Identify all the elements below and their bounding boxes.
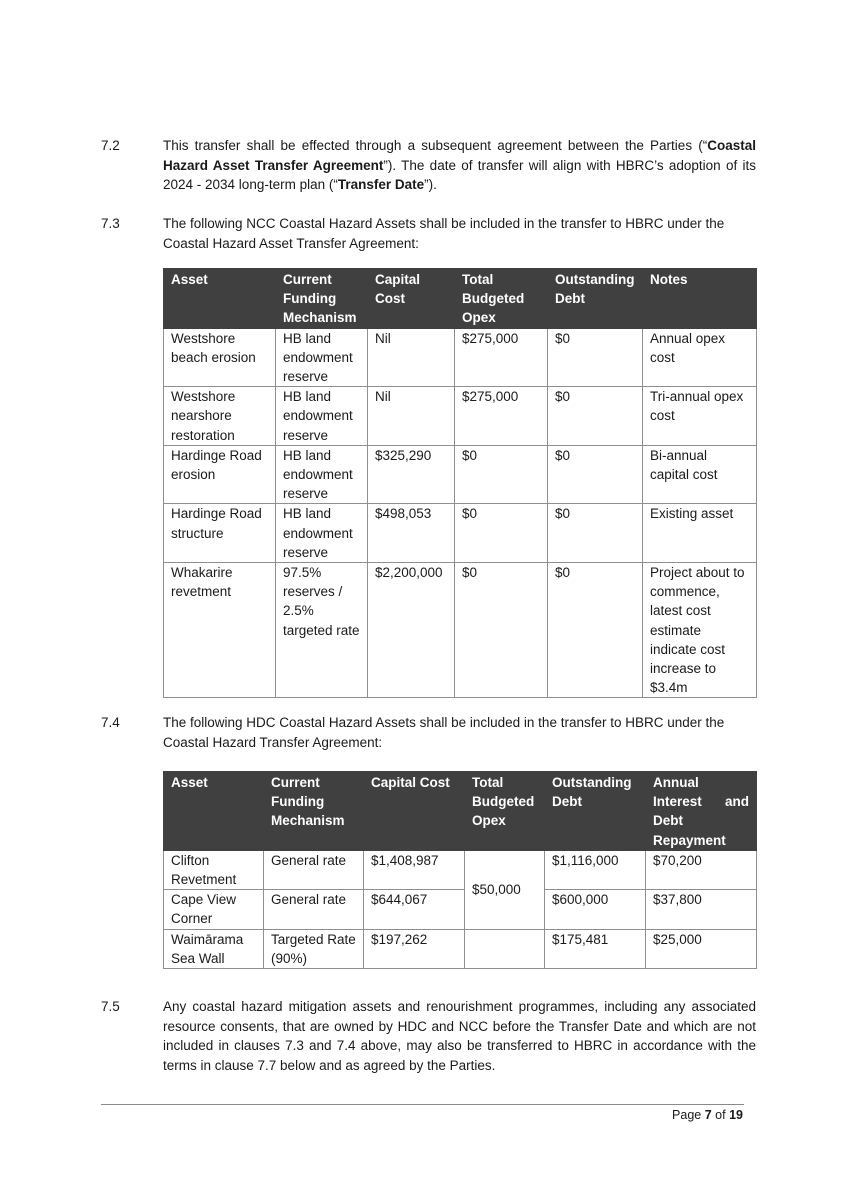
col-header-debt: Outstanding Debt xyxy=(548,269,643,329)
cell-asset: Cape View Corner xyxy=(164,890,264,929)
cell-opex-shared: $50,000 xyxy=(465,850,545,929)
cell-notes: Project about to commence, latest cost estimate indicate cost increase to $3.4m xyxy=(643,563,757,698)
defined-term: Transfer Date xyxy=(337,177,425,192)
col-header-asset: Asset xyxy=(164,772,264,851)
of-label: of xyxy=(715,1108,726,1122)
col-header-debt: Outstanding Debt xyxy=(545,772,646,851)
cell-funding: HB land endowment reserve xyxy=(276,328,368,387)
footer-divider xyxy=(101,1104,744,1105)
cell-debt: $1,116,000 xyxy=(545,850,646,889)
cell-capital: $325,290 xyxy=(368,445,455,504)
col-header-funding: Current Funding Mechanism xyxy=(264,772,364,851)
cell-debt: $0 xyxy=(548,445,643,504)
col-header-opex: Total Budgeted Opex xyxy=(455,269,548,329)
cell-repayment: $70,200 xyxy=(646,850,757,889)
table-row xyxy=(164,563,757,698)
table-row xyxy=(164,328,757,387)
cell-asset: Clifton Revetment xyxy=(164,850,264,889)
cell-debt: $0 xyxy=(548,504,643,563)
cell-asset: Hardinge Road structure xyxy=(164,504,276,563)
col-header-asset: Asset xyxy=(164,269,276,329)
cell-notes: Bi-annual capital cost xyxy=(643,445,757,504)
col-header-capital-cost: Capital Cost xyxy=(364,772,465,851)
cell-capital: Nil xyxy=(368,387,455,446)
total-pages: 19 xyxy=(729,1108,743,1122)
cell-opex xyxy=(465,929,545,968)
cell-capital: $498,053 xyxy=(368,504,455,563)
cell-funding: General rate xyxy=(264,890,364,929)
clause-text-part: ”). xyxy=(424,177,437,192)
cell-opex: $275,000 xyxy=(455,387,548,446)
table-row xyxy=(164,387,757,446)
cell-opex: $0 xyxy=(455,563,548,698)
cell-funding: HB land endowment reserve xyxy=(276,504,368,563)
table-row xyxy=(164,445,757,504)
cell-notes: Existing asset xyxy=(643,504,757,563)
clause-number: 7.4 xyxy=(101,715,120,730)
clause-7-3 xyxy=(101,214,756,253)
cell-asset: Westshore beach erosion xyxy=(164,328,276,387)
clause-text-part: ”). The date of transfer will align with HBRC’s adoption of its 2024 - 2034 long-term plan (“ xyxy=(163,157,756,192)
cell-debt: $175,481 xyxy=(545,929,646,968)
cell-asset: Hardinge Road erosion xyxy=(164,445,276,504)
table-header-row xyxy=(164,269,757,329)
clause-7-5 xyxy=(101,997,756,1075)
cell-opex: $275,000 xyxy=(455,328,548,387)
clause-number: 7.3 xyxy=(101,216,120,231)
cell-notes: Tri-annual opex cost xyxy=(643,387,757,446)
cell-capital: $2,200,000 xyxy=(368,563,455,698)
cell-opex: $0 xyxy=(455,445,548,504)
cell-debt: $0 xyxy=(548,563,643,698)
cell-funding: General rate xyxy=(264,850,364,889)
clause-7-4 xyxy=(101,713,756,752)
cell-funding: 97.5% reserves / 2.5% targeted rate xyxy=(276,563,368,698)
col-header-notes: Notes xyxy=(643,269,757,329)
page-number: 7 xyxy=(704,1108,712,1122)
clause-7-2 xyxy=(101,136,756,195)
col-header-repayment: Annual Interest and Debt Repayment xyxy=(646,772,757,851)
clause-text: The following HDC Coastal Hazard Assets shall be included in the transfer to HBRC under the Coastal Hazard Transfer Agreement: xyxy=(163,715,725,750)
clause-text: The following NCC Coastal Hazard Assets shall be included in the transfer to HBRC under the Coastal Hazard Asset Transfer Agreement: xyxy=(163,216,725,251)
ncc-assets-table xyxy=(163,268,757,698)
cell-opex: $0 xyxy=(455,504,548,563)
cell-notes: Annual opex cost xyxy=(643,328,757,387)
page-footer xyxy=(672,1108,743,1122)
cell-capital: $644,067 xyxy=(364,890,465,929)
cell-funding: Targeted Rate (90%) xyxy=(264,929,364,968)
cell-capital: Nil xyxy=(368,328,455,387)
table-row xyxy=(164,504,757,563)
table-row xyxy=(164,890,757,929)
cell-funding: HB land endowment reserve xyxy=(276,445,368,504)
clause-text: Any coastal hazard mitigation assets and renourishment programmes, including any associated resource consents, that are owned by HDC and NCC before the Transfer Date and which are not included in clauses 7.3 and 7.4 above, may also be transferred to HBRC in accordance with the terms in clause 7.7 below and as agreed by the Parties. xyxy=(163,999,756,1073)
cell-debt: $0 xyxy=(548,387,643,446)
cell-capital: $197,262 xyxy=(364,929,465,968)
table-row xyxy=(164,929,757,968)
clause-number: 7.2 xyxy=(101,138,120,153)
cell-debt: $600,000 xyxy=(545,890,646,929)
clause-number: 7.5 xyxy=(101,999,120,1014)
cell-asset: Whakarire revetment xyxy=(164,563,276,698)
cell-funding: HB land endowment reserve xyxy=(276,387,368,446)
page-label: Page xyxy=(672,1108,702,1122)
cell-repayment: $25,000 xyxy=(646,929,757,968)
col-header-funding: Current Funding Mechanism xyxy=(276,269,368,329)
defined-term: Coastal Hazard Asset Transfer Agreement xyxy=(163,138,756,173)
clause-text xyxy=(163,136,756,195)
col-header-capital-cost: Capital Cost xyxy=(368,269,455,329)
clause-text-part: This transfer shall be effected through a subsequent agreement between the Parties (“ xyxy=(163,138,708,153)
table-header-row xyxy=(164,772,757,851)
cell-repayment: $37,800 xyxy=(646,890,757,929)
cell-asset: Westshore nearshore restoration xyxy=(164,387,276,446)
table-row xyxy=(164,850,757,889)
cell-debt: $0 xyxy=(548,328,643,387)
col-header-opex: Total Budgeted Opex xyxy=(465,772,545,851)
cell-asset: Waimārama Sea Wall xyxy=(164,929,264,968)
cell-capital: $1,408,987 xyxy=(364,850,465,889)
hdc-assets-table xyxy=(163,771,757,969)
